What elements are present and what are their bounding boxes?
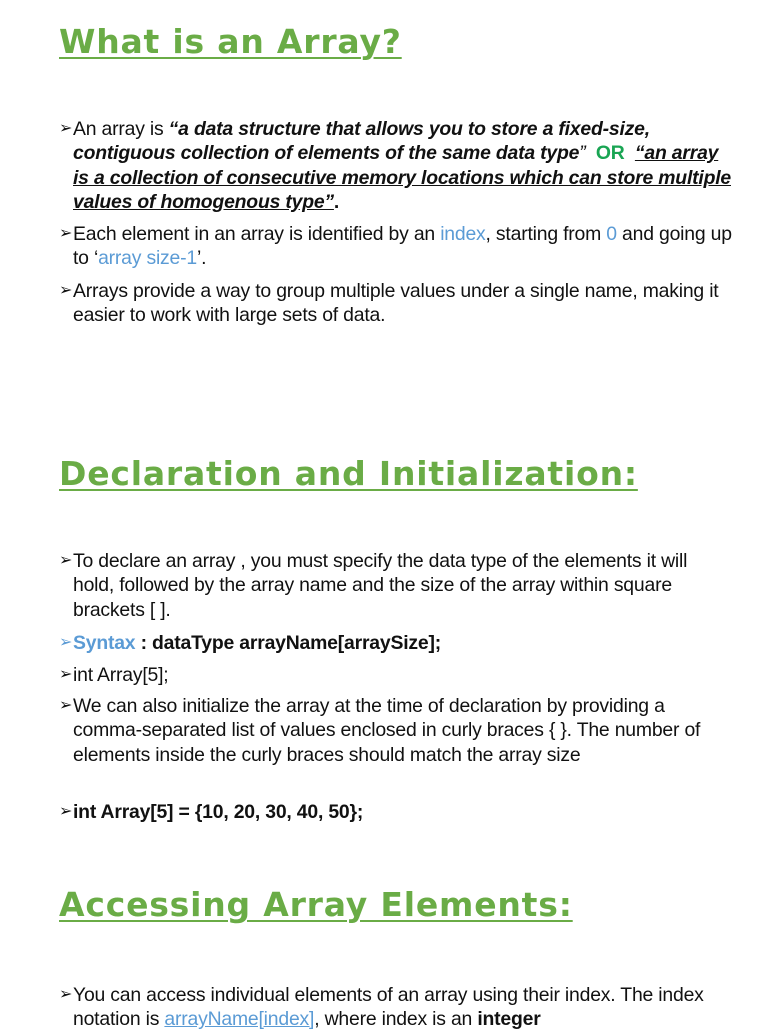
group-values-text: Arrays provide a way to group multiple values under a single name, making it easier to work with large sets of data. [73, 280, 719, 327]
syntax-separator: : [135, 632, 153, 654]
zero-term: 0 [606, 223, 617, 245]
bullet-syntax [59, 631, 733, 655]
index-term: index [440, 223, 486, 245]
bullet-arrow-icon: ➢ [59, 664, 73, 683]
definition-lead: An array is [73, 118, 169, 140]
bullet-element-index [59, 222, 733, 271]
bullet-arrow-icon: ➢ [59, 632, 73, 651]
declare-text: To declare an array , you must specify the data type of the elements it will hold, followed by the array name and the size of the array within square brackets [ ]. [73, 550, 688, 621]
definition-period: . [333, 190, 340, 213]
access-text-2: , where index is an [314, 1008, 478, 1031]
heading-what-is-an-array: What is an Array? [59, 22, 402, 61]
bullet-arrow-icon: ➢ [59, 223, 73, 242]
heading-declaration-initialization: Declaration and Initialization: [59, 454, 638, 493]
initialize-text: We can also initialize the array at the time of declaration by providing a comma-separated list of values enclosed in curly braces { }. The number of elements inside the curly braces should match the array size [73, 695, 701, 766]
definition-close-quote: ” [579, 142, 586, 165]
bullet-access-index [59, 983, 733, 1032]
integer-term: integer [477, 1008, 541, 1031]
bullet-group-values [59, 279, 733, 328]
index-notation: arrayName[index] [164, 1008, 315, 1031]
int-array-text: int Array[5]; [73, 664, 169, 686]
syntax-value: dataType arrayName[arraySize]; [152, 632, 441, 654]
bullet-initialize [59, 694, 733, 767]
definition-quote-2: “an array is a collection of consecutive memory locations which can store multiple values of homogenous type” [73, 142, 731, 213]
heading-accessing-elements: Accessing Array Elements: [59, 885, 573, 924]
bullet-arrow-icon: ➢ [59, 801, 73, 820]
bullet-arrow-icon: ➢ [59, 550, 73, 569]
bullet-arrow-icon: ➢ [59, 118, 73, 137]
bullet-arrow-icon: ➢ [59, 695, 73, 714]
index-text-3: and going up to ‘ [73, 223, 732, 270]
init-example-text: int Array[5] = {10, 20, 30, 40, 50}; [73, 801, 364, 823]
index-text-1: Each element in an array is identified by an [73, 223, 441, 245]
bullet-array-definition [59, 117, 733, 214]
bullet-arrow-icon: ➢ [59, 280, 73, 299]
bullet-declare-array [59, 549, 733, 622]
or-label: OR [595, 142, 625, 165]
access-text-1: You can access individual elements of an array using their index. The index notation is [73, 984, 704, 1031]
syntax-label: Syntax [73, 632, 136, 654]
index-text-4: ’. [196, 247, 207, 270]
bullet-int-array-example [59, 663, 733, 687]
bullet-arrow-icon: ➢ [59, 984, 73, 1003]
bullet-init-example [59, 800, 733, 824]
definition-quote-1: “a data structure that allows you to store a fixed-size, contiguous collection of elements of the same data type [73, 118, 650, 165]
array-size-term: array size-1 [98, 247, 197, 270]
index-text-2: , starting from [485, 223, 607, 245]
